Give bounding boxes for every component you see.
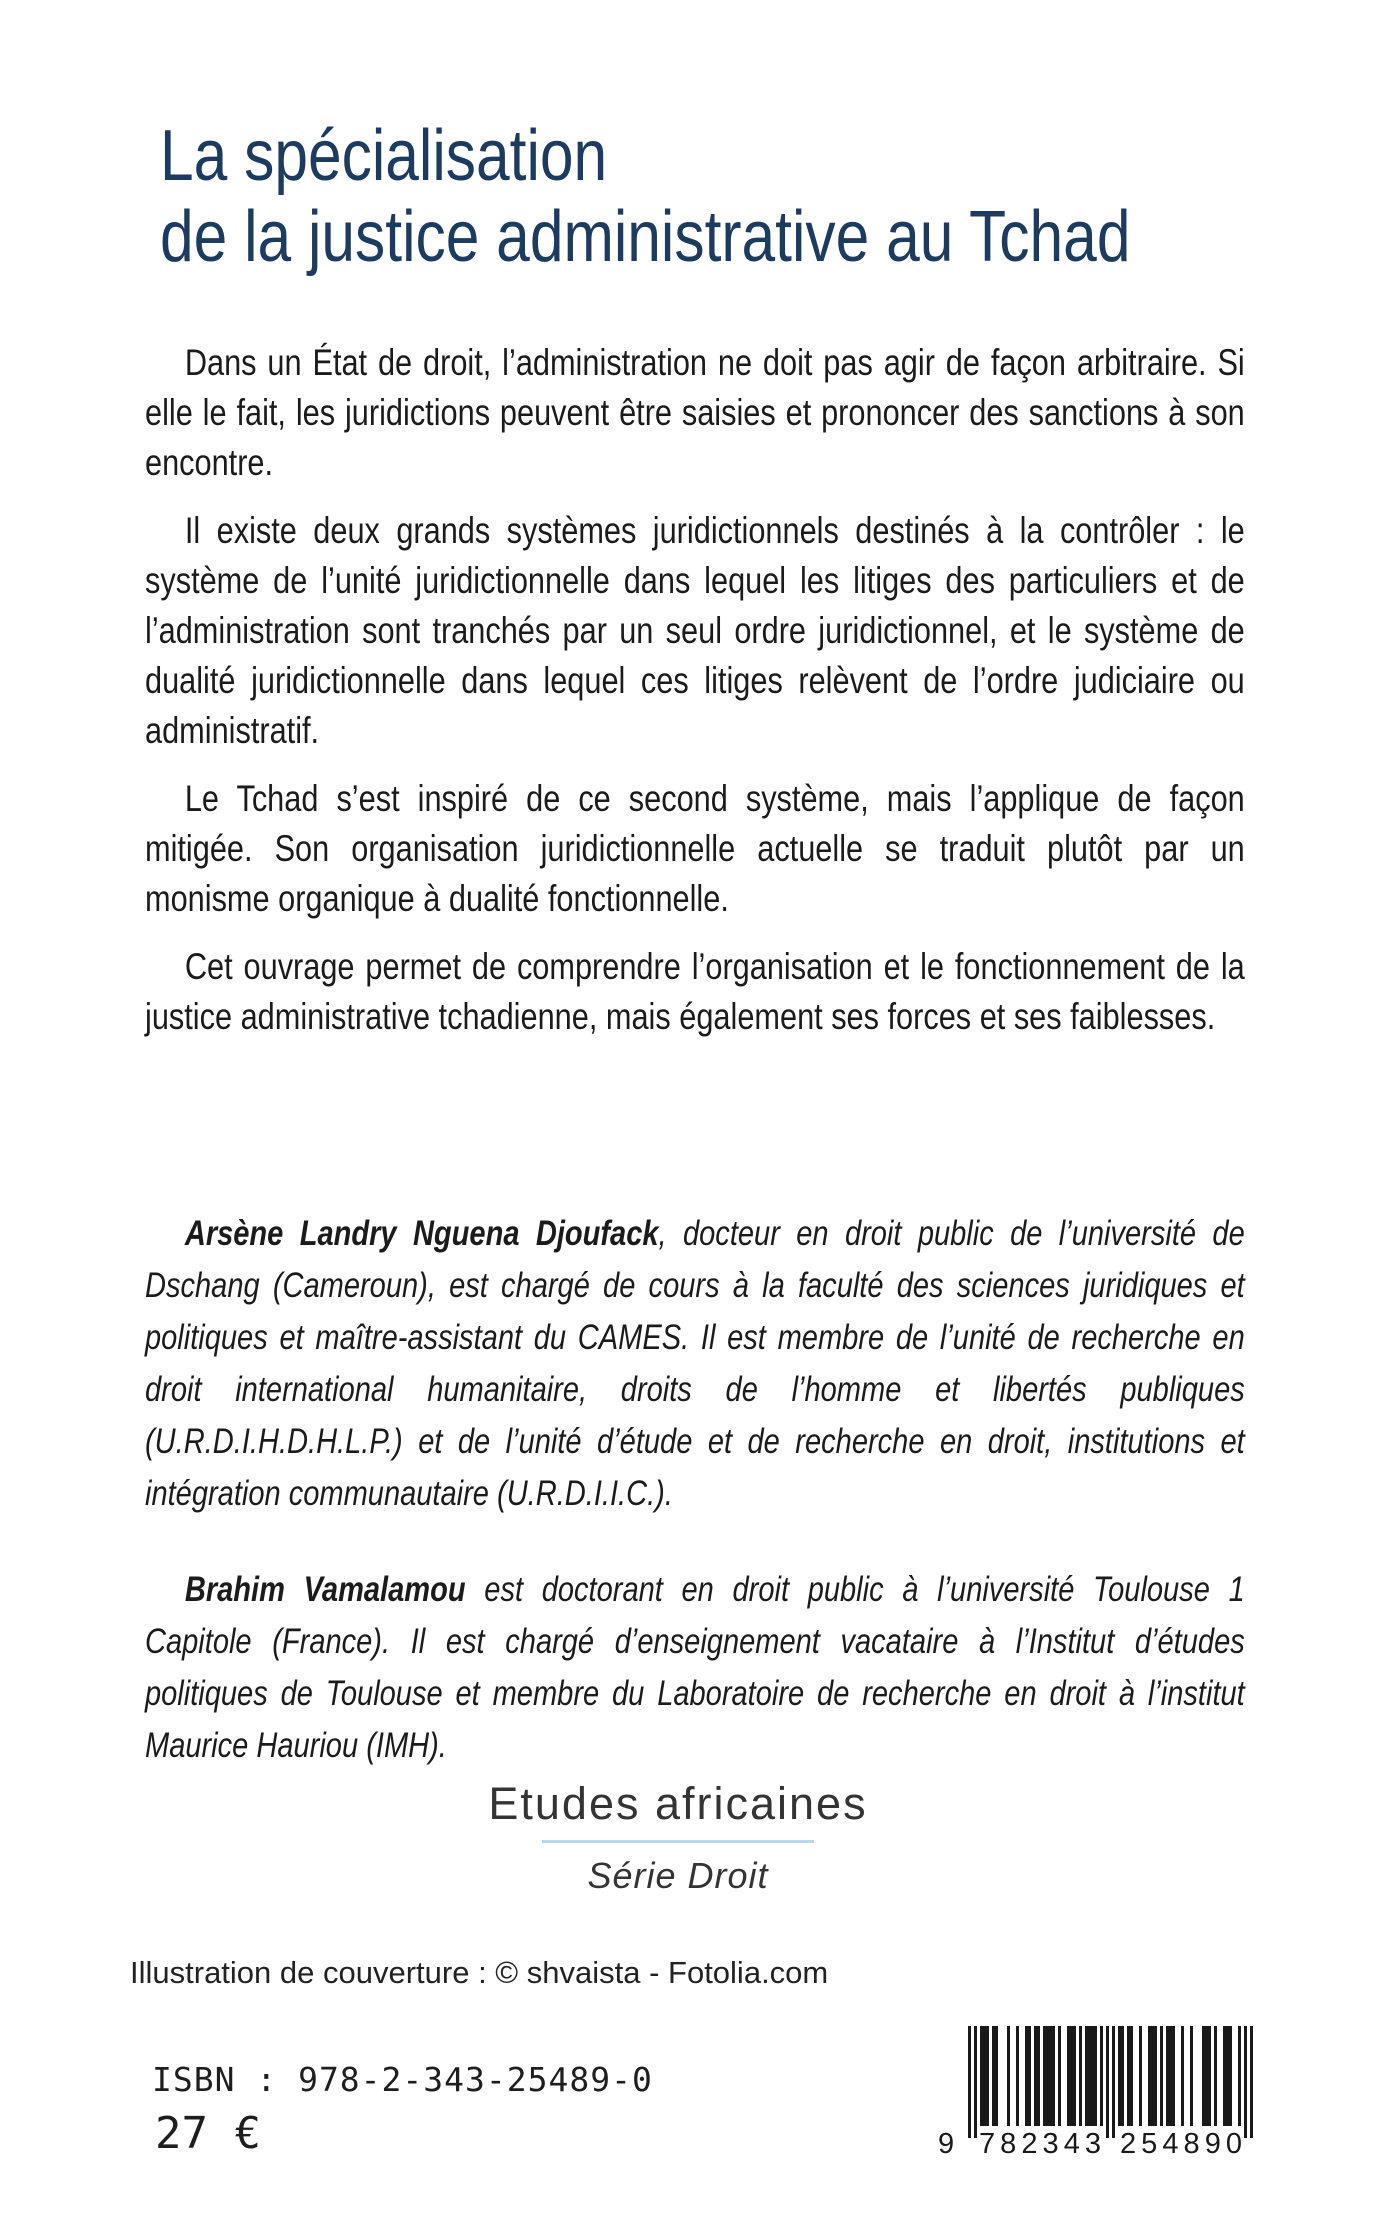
ean13-barcode xyxy=(938,2026,1253,2168)
collection-name: Etudes africaines xyxy=(488,1778,868,1829)
book-title-line2: de la justice administrative au Tchad xyxy=(160,197,1131,277)
author-bio-text: , docteur en droit public de l’université de Dschang (Cameroun), est chargé de cours à la faculté des sciences juridiques et politiques et maître-assistant du CAMES. Il est membre de l’unité de recherche en droit international humanitaire, droits de l’homme et libertés publiques (U.R.D.I.H.D.H.L.P.) et de l’unité d’étude et de recherche en droit, institutions et intégration communautaire (U.R.D.I.I.C.). xyxy=(145,1214,1245,1513)
barcode-left-group: 7 8 2 3 4 3 xyxy=(979,2128,1101,2160)
author-bio xyxy=(145,1564,1245,1772)
author-name: Brahim Vamalamou xyxy=(184,1570,466,1609)
isbn-text: ISBN : 978-2-343-25489-0 xyxy=(152,2060,653,2099)
summary-paragraph: Dans un État de droit, l’administration ne doit pas agir de façon arbitraire. Si elle le fait, les juridictions peuvent être saisies et prononcer des sanctions à son encontre. xyxy=(145,342,1245,483)
back-cover-summary xyxy=(145,338,1245,1060)
book-title-line1: La spécialisation xyxy=(160,116,608,196)
collection-series: Série Droit xyxy=(587,1855,769,1896)
summary-paragraph: Le Tchad s’est inspiré de ce second système, mais l’applique de façon mitigée. Son organisation juridictionnelle actuelle se traduit plutôt par un monisme organique à dualité fonctionnelle. xyxy=(145,778,1245,919)
barcode-right-group: 2 5 4 8 9 0 xyxy=(1120,2128,1242,2160)
price-text: 27 € xyxy=(155,2108,261,2159)
collection-block xyxy=(0,1778,1378,1897)
book-title xyxy=(160,116,1130,278)
author-name: Arsène Landry Nguena Djoufack xyxy=(184,1214,659,1253)
cover-illustration-credit: Illustration de couverture : © shvaista - Fotolia.com xyxy=(130,1955,829,1990)
summary-paragraph: Cet ouvrage permet de comprendre l’organisation et le fonctionnement de la justice administrative tchadienne, mais également ses forces et ses faiblesses. xyxy=(145,946,1245,1037)
barcode-bar xyxy=(1250,2026,1253,2138)
author-bio-text: est doctorant en droit public à l’université Toulouse 1 Capitole (France). Il est chargé d’enseignement vacataire à l’Institut d’études politiques de Toulouse et membre du Laboratoire de recherche en droit à l’institut Maurice Hauriou (IMH). xyxy=(145,1570,1245,1765)
author-bio xyxy=(145,1208,1245,1520)
barcode-bars xyxy=(968,2026,1253,2139)
author-bios xyxy=(145,1208,1245,1816)
collection-underline xyxy=(542,1840,814,1843)
barcode-digits xyxy=(938,2124,1253,2164)
barcode-first-digit: 9 xyxy=(938,2128,955,2160)
summary-paragraph: Il existe deux grands systèmes juridictionnels destinés à la contrôler : le système de l’unité juridictionnelle dans lequel les litiges des particuliers et de l’administration sont tranchés par un seul ordre juridictionnel, et le système de dualité juridictionnelle dans lequel ces litiges relèvent de l’ordre judiciaire ou administratif. xyxy=(145,510,1245,751)
